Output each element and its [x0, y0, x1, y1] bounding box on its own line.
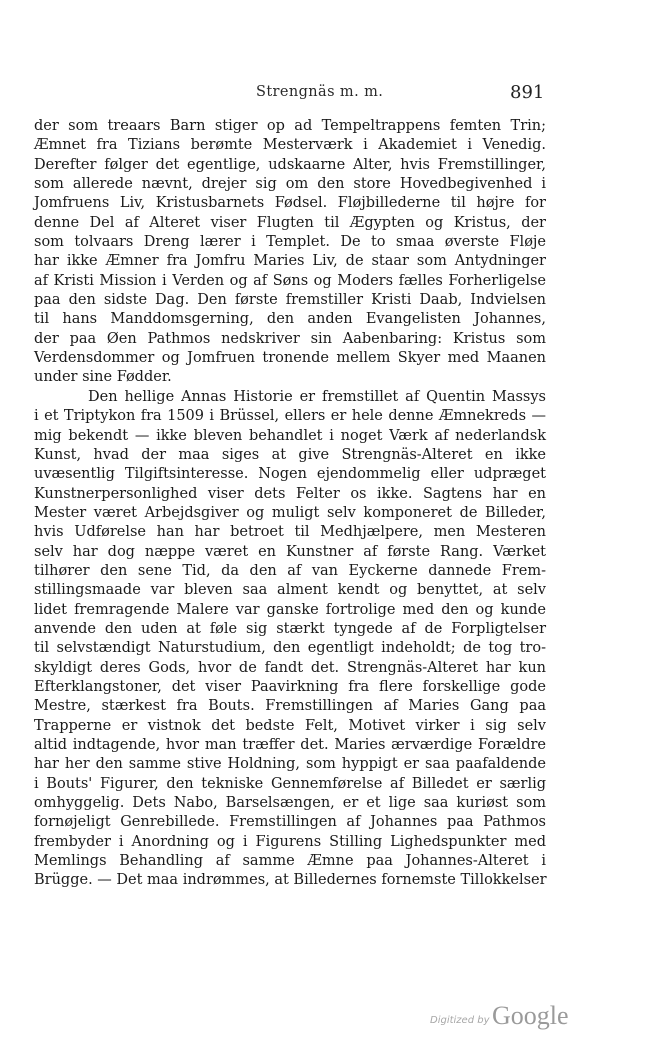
text-line: der paa Øen Pathmos nedskriver sin Aabenbaring: Kristus som — [34, 330, 546, 347]
digitized-by-label: Digitized by — [430, 1015, 490, 1026]
text-line: selv har dog næppe været en Kunstner af første Rang. Værket — [34, 543, 546, 560]
text-line: Mester været Arbejdsgiver og muligt selv komponeret de Billeder, — [34, 504, 546, 521]
text-line: paa den sidste Dag. Den første fremstiller Kristi Daab, Indvielsen — [34, 292, 546, 309]
text-line: uvæsentlig Tilgiftsinteresse. Nogen ejendommelig eller udpræget — [34, 466, 546, 483]
text-line: frembyder i Anordning og i Figurens Stilling Lighedspunkter med — [34, 833, 546, 850]
text-line: Memlings Behandling af samme Æmne paa Johannes-Alteret i — [34, 853, 546, 870]
text-line: hvis Udførelse han har betroet til Medhjælpere, men Mesteren — [34, 524, 546, 541]
text-line: Jomfruens Liv, Kristusbarnets Fødsel. Fløjbillederne til højre for — [34, 195, 546, 212]
text-line: altid indtagende, hvor man træffer det. Maries ærværdige Forældre — [34, 737, 546, 753]
text-line: har her den samme stive Holdning, som hyppigt er saa paafaldende — [34, 756, 546, 773]
text-line: af Kristi Mission i Verden og af Søns og Moders fælles Forherligelse — [34, 272, 546, 289]
page-number: 891 — [510, 82, 545, 103]
paragraph-2 — [34, 388, 546, 891]
text-line: lidet fremragende Malere var ganske fortrolige med den og kunde — [34, 601, 546, 618]
text-line: tilhører den sene Tid, da den af van Eyckerne dannede Frem- — [34, 562, 546, 579]
text-line: denne Del af Alteret viser Flugten til Ægypten og Kristus, der — [34, 214, 546, 231]
text-line: Brügge. — Det maa indrømmes, at Billedernes fornemste Tillokkelser — [34, 872, 547, 889]
text-line: som tolvaars Dreng lærer i Templet. De to smaa øverste Fløje — [34, 234, 546, 251]
running-title: Strengnäs m. m. — [256, 84, 384, 100]
text-line: fornøjeligt Genrebillede. Fremstillingen af Johannes paa Pathmos — [34, 814, 546, 831]
text-line: Trapperne er vistnok det bedste Felt, Motivet virker i sig selv — [34, 717, 546, 734]
page-header — [0, 82, 645, 106]
body-text — [34, 117, 546, 891]
text-line: Æmnet fra Tizians berømte Mesterværk i Akademiet i Venedig. — [34, 137, 546, 154]
text-line: som allerede nævnt, drejer sig om den store Hovedbegivenhed i — [34, 176, 546, 193]
text-line: i et Triptykon fra 1509 i Brüssel, ellers er hele denne Æmnekreds — — [34, 408, 546, 425]
text-line: Efterklangstoner, det viser Paavirkning fra flere forskellige gode — [34, 678, 546, 695]
text-line: anvende den uden at føle sig stærkt tyngede af de Forpligtelser — [34, 620, 546, 637]
text-line: under sine Fødder. — [34, 369, 172, 386]
text-line: har ikke Æmner fra Jomfru Maries Liv, de staar som Antydninger — [34, 253, 546, 270]
text-line: stillingsmaade var bleven saa alment kendt og benyttet, at selv — [34, 582, 546, 599]
text-line: Verdensdommer og Jomfruen tronende mellem Skyer med Maanen — [34, 350, 546, 367]
text-line: Kunst, hvad der maa siges at give Strengnäs-Alteret en ikke — [34, 446, 546, 463]
google-logo: Google — [492, 1001, 569, 1030]
digitized-watermark — [426, 1001, 569, 1034]
text-line: Mestre, stærkest fra Bouts. Fremstillingen af Maries Gang paa — [34, 698, 546, 715]
text-line: der som treaars Barn stiger op ad Tempeltrappens femten Trin; — [34, 118, 546, 134]
text-line: omhyggelig. Dets Nabo, Barselsængen, er et lige saa kuriøst som — [34, 795, 546, 812]
text-line: i Bouts' Figurer, den tekniske Gennemførelse af Billedet er særlig — [34, 775, 546, 792]
text-line: Den hellige Annas Historie er fremstillet af Quentin Massys — [88, 388, 546, 405]
text-line: Derefter følger det egentlige, udskaarne Alter, hvis Fremstillinger, — [34, 156, 546, 173]
text-line: Kunstnerpersonlighed viser dets Felter os ikke. Sagtens har en — [34, 485, 546, 502]
paragraph-1 — [34, 117, 546, 388]
text-line: mig bekendt — ikke bleven behandlet i noget Værk af nederlandsk — [34, 427, 546, 444]
text-line: til hans Manddomsgerning, den anden Evangelisten Johannes, — [34, 311, 546, 328]
text-line: skyldigt deres Gods, hvor de fandt det. Strengnäs-Alteret har kun — [34, 659, 546, 676]
text-line: til selvstændigt Naturstudium, den egentligt indeholdt; de tog tro- — [34, 640, 546, 657]
